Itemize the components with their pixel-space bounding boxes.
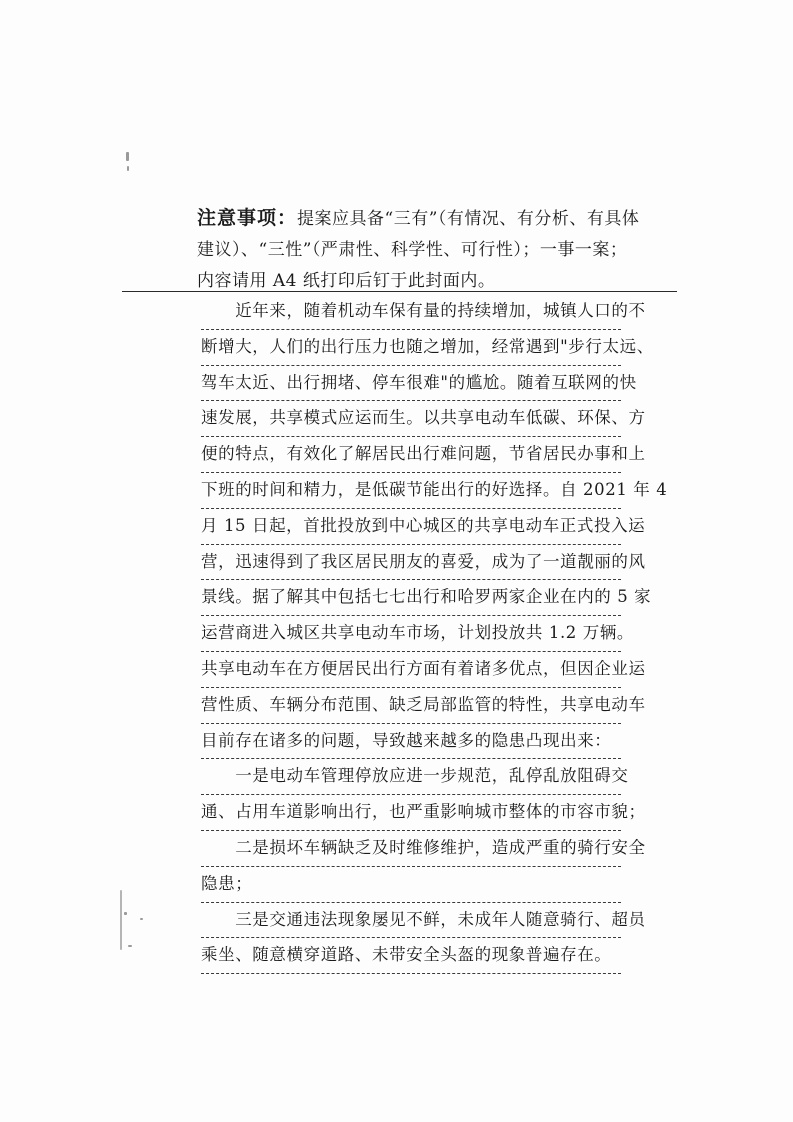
- scan-mark: [140, 918, 143, 920]
- notice-text-1: 提案应具备“三有”（有情况、有分析、有具体: [297, 209, 640, 229]
- proposal-body: [201, 294, 668, 974]
- body-line: 二是损坏车辆缺乏及时维修维护，造成严重的骑行安全: [201, 831, 621, 867]
- body-line: 驾车太近、出行拥堵、停车很难"的尴尬。随着互联网的快: [201, 366, 621, 402]
- scan-mark: [126, 152, 129, 161]
- body-line: 乘坐、随意横穿道路、未带安全头盔的现象普遍存在。: [201, 938, 621, 974]
- body-line: 便的特点，有效化了解居民出行难问题，节省居民办事和上: [201, 437, 621, 473]
- body-line: 目前存在诸多的问题，导致越来越多的隐患凸现出来：: [201, 724, 621, 760]
- scan-mark: [127, 166, 129, 171]
- body-line: 下班的时间和精力，是低碳节能出行的好选择。自 2021 年 4: [201, 473, 621, 509]
- body-line: 隐患；: [201, 867, 621, 903]
- body-line: 近年来，随着机动车保有量的持续增加，城镇人口的不: [201, 294, 621, 330]
- body-line: 共享电动车在方便居民出行方面有着诸多优点，但因企业运: [201, 652, 621, 688]
- header-divider: [122, 291, 677, 292]
- notice-line-1: [197, 203, 640, 235]
- body-line: 一是电动车管理停放应进一步规范，乱停乱放阻碍交: [201, 759, 621, 795]
- notice-label: 注意事项：: [197, 207, 298, 229]
- notice-line-2: 建议）、“三性”（严肃性、科学性、可行性）；一事一案；: [197, 240, 628, 260]
- body-line: 营性质、车辆分布范围、缺乏局部监管的特性，共享电动车: [201, 688, 621, 724]
- body-line: 断增大，人们的出行压力也随之增加，经常遇到"步行太远、: [201, 330, 621, 366]
- body-line: 速发展，共享模式应运而生。以共享电动车低碳、环保、方: [201, 401, 621, 437]
- body-line: 通、占用车道影响出行，也严重影响城市整体的市容市貌；: [201, 795, 621, 831]
- notice-block: [197, 203, 640, 297]
- body-line: 营，迅速得到了我区居民朋友的喜爱，成为了一道靓丽的风: [201, 545, 621, 581]
- notice-line-3: 内容请用 A4 纸打印后钉于此封面内。: [197, 271, 496, 291]
- scan-mark: [120, 890, 122, 950]
- body-line: 月 15 日起，首批投放到中心城区的共享电动车正式投入运: [201, 509, 621, 545]
- body-line: 景线。据了解其中包括七七出行和哈罗两家企业在内的 5 家: [201, 580, 621, 616]
- body-line: 三是交通违法现象屡见不鲜，未成年人随意骑行、超员: [201, 903, 621, 939]
- scan-mark: [128, 945, 132, 947]
- body-line: 运营商进入城区共享电动车市场，计划投放共 1.2 万辆。: [201, 616, 621, 652]
- scan-mark: [124, 912, 127, 915]
